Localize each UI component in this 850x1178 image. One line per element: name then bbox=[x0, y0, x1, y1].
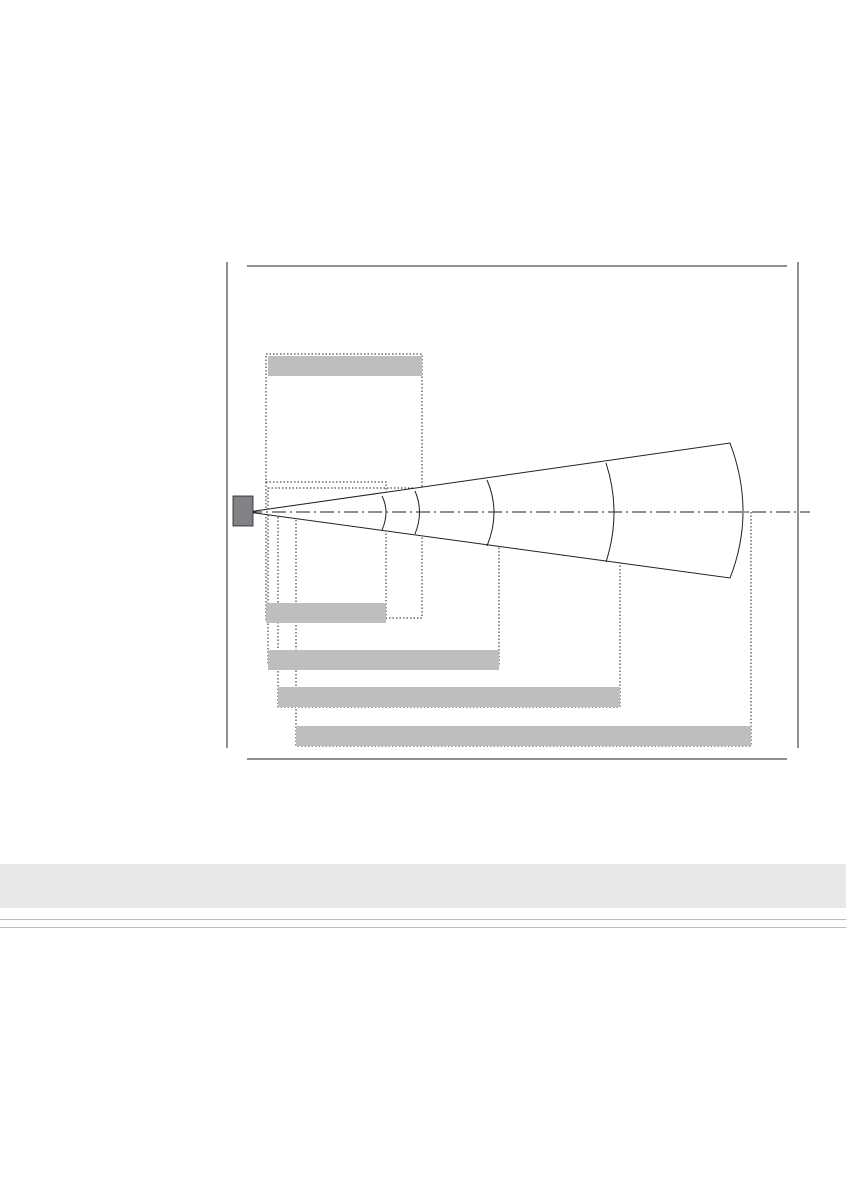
column-header bbox=[159, 864, 389, 908]
density-cell bbox=[159, 908, 389, 920]
table-row bbox=[0, 920, 846, 928]
table-header-row bbox=[0, 864, 846, 908]
symbology-cell bbox=[0, 920, 159, 928]
mils10-bar bbox=[266, 603, 386, 623]
table-row bbox=[0, 908, 846, 920]
density-cell bbox=[159, 920, 389, 928]
symbology-cell bbox=[0, 908, 159, 920]
mils55-bar bbox=[296, 726, 751, 746]
min-distance-cell bbox=[389, 908, 604, 920]
column-header bbox=[604, 864, 846, 908]
max-distance-cell bbox=[604, 920, 846, 928]
scan-field-cone bbox=[248, 443, 743, 578]
min-distance-cell bbox=[389, 920, 604, 928]
column-header bbox=[389, 864, 604, 908]
reading-distance-table bbox=[0, 864, 846, 928]
upc-bar bbox=[268, 356, 422, 376]
column-header bbox=[0, 864, 159, 908]
imager-icon bbox=[233, 496, 253, 526]
upc-range-box bbox=[266, 354, 422, 618]
mils40-bar bbox=[278, 687, 620, 707]
mils20-bar bbox=[268, 650, 499, 670]
max-distance-cell bbox=[604, 908, 846, 920]
reading-distance-diagram bbox=[160, 212, 840, 797]
